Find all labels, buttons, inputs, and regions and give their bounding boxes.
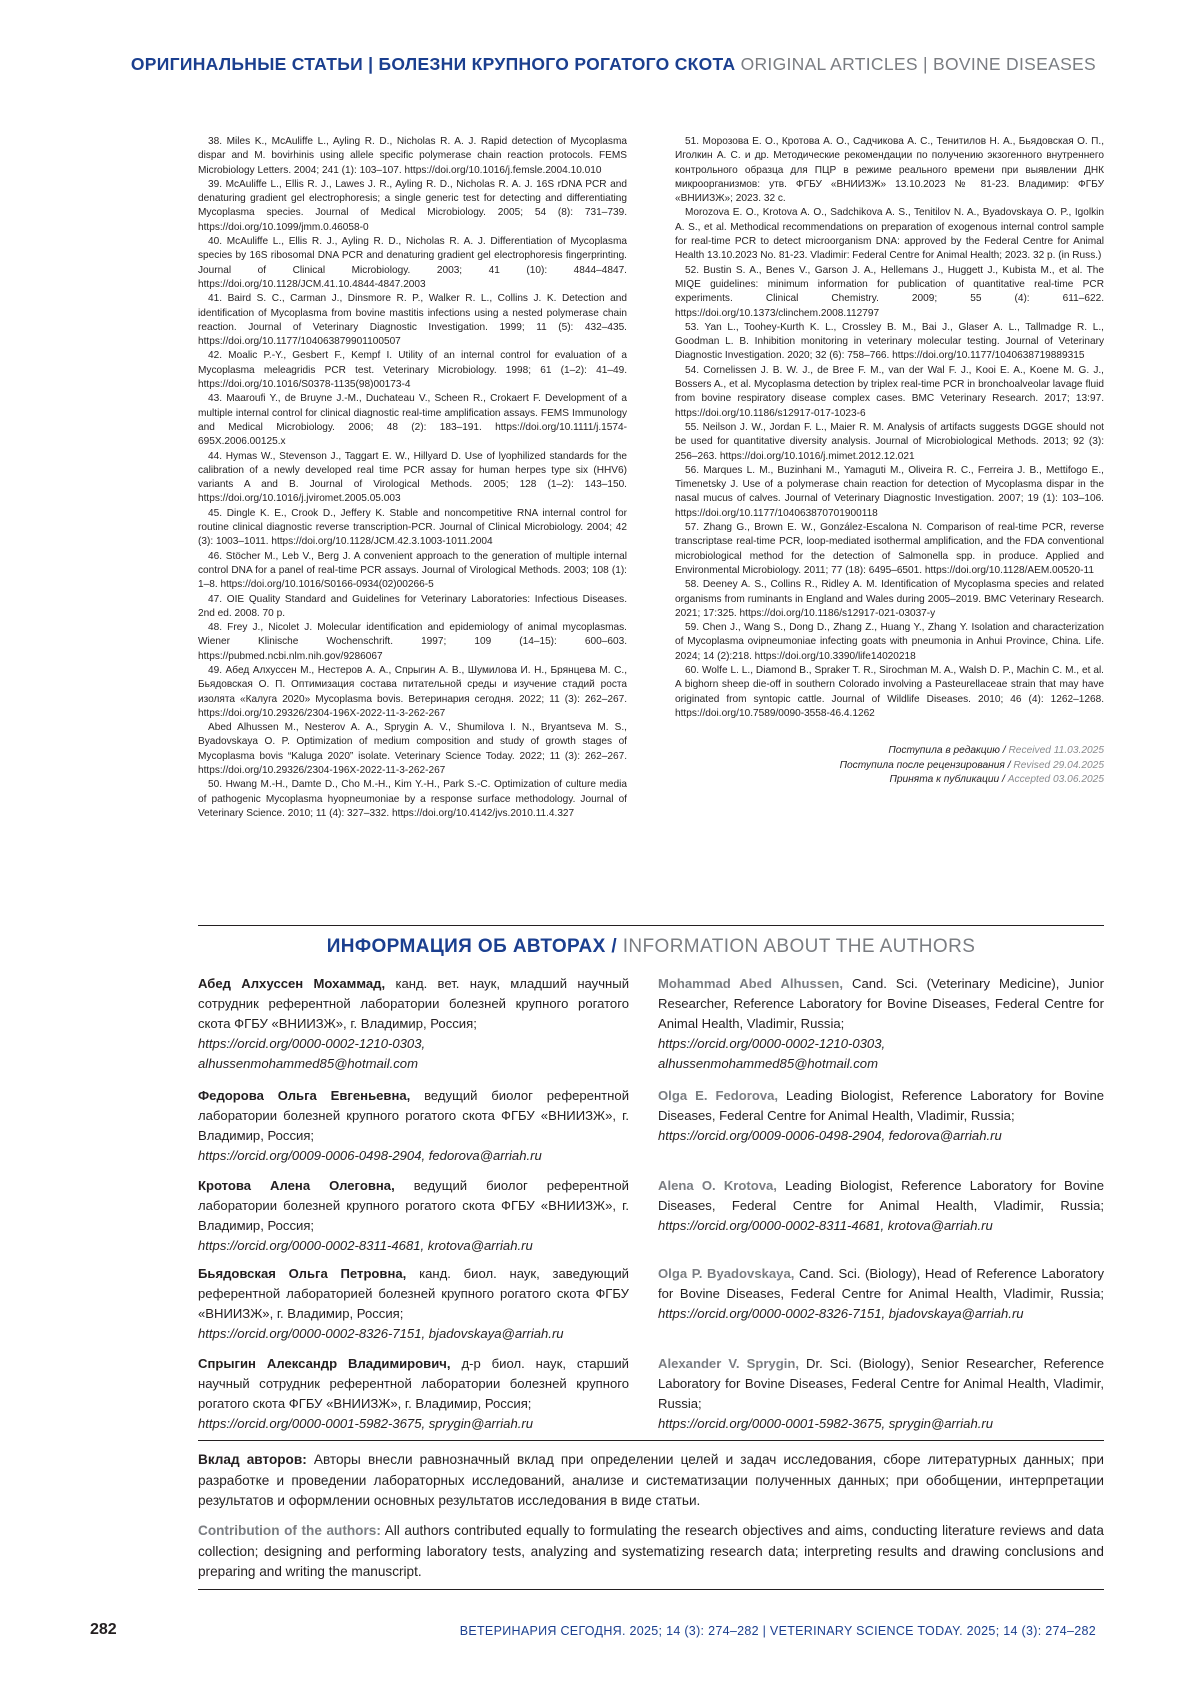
author-affiliation: ведущий биолог референтной лаборатории болезней крупного рогатого скота ФГБУ «ВНИИЗЖ», г. Владимир, Россия; (198, 1178, 629, 1233)
reference: 39. McAuliffe L., Ellis R. J., Lawes J. R., Ayling R. D., Nicholas R. A. J. 16S rDNA PCR and denaturing gradient gel electrophoresis; a single generic test for detecting and differentiating Mycoplasma species. Journal of Medical Microbiology. 2005; 54 (8): 731–739. https://doi.org/10.1099/jmm.0.46058-0 (198, 178, 627, 235)
author-affiliation: Cand. Sci. (Veterinary Medicine), Junior Researcher, Reference Laboratory for Bovine Diseases, Federal Centre for Animal Health, Vladimir, Russia; (658, 976, 1104, 1031)
contribution-label: Вклад авторов: (198, 1452, 307, 1467)
reference: 55. Neilson J. W., Jordan F. L., Maier R. M. Analysis of artifacts suggests DGGE should not be used for quantitative diversity analysis. Journal of Microbiological Methods. 2013; 92 (3): 256–263. https://doi.org/10.1016/j.mimet.2012.12.021 (675, 421, 1104, 464)
section-divider (198, 925, 1104, 926)
date-label-en: Received 11.03.2025 (1008, 745, 1104, 756)
reference: 51. Морозова Е. О., Кротова А. О., Садчикова А. С., Тенитилов Н. А., Бьядовская О. П., Иголкин А. С. и др. Методические рекомендации по получению экзогенного внутреннего контрольного образца для ПЦР в режиме реального времени при выявлении ДНК микроорганизмов: утв. ФГБУ «ВНИИЗЖ» 13.10.2023 № 81-23. Владимир: ФГБУ «ВНИИЗЖ»; 2023. 32 с. (675, 135, 1104, 206)
reference: 49. Абед Алхуссен М., Нестеров А. А., Спрыгин А. В., Шумилова И. Н., Брянцева М. С., Бьядовская О. П. Оптимизация состава питательной среды и изучение стадий роста изолята «Калуга 2020» Mycoplasma bovis. Ветеринария сегодня. 2022; 11 (3): 262–267. https://doi.org/10.29326/2304-196X-2022-11-3-262-267 (198, 664, 627, 721)
journal-footer: ВЕТЕРИНАРИЯ СЕГОДНЯ. 2025; 14 (3): 274–282 | VETERINARY SCIENCE TODAY. 2025; 14 (3): 274–282 (460, 1624, 1096, 1638)
authors-section-title: ИНФОРМАЦИЯ ОБ АВТОРАХ / INFORMATION ABOUT THE AUTHORS (198, 936, 1104, 958)
author-contacts[interactable]: https://orcid.org/0000-0002-1210-0303, alhussenmohammed85@hotmail.com (658, 1036, 885, 1071)
author-affiliation: ведущий биолог референтной лаборатории болезней крупного рогатого скота ФГБУ «ВНИИЗЖ», г. Владимир, Россия; (198, 1088, 629, 1143)
author-name: Абед Алхуссен Мохаммад, (198, 976, 385, 991)
author-name: Спрыгин Александр Владимирович, (198, 1356, 451, 1371)
contribution-ru (198, 1450, 1104, 1512)
contribution-text: Авторы внесли равнозначный вклад при определении целей и задач исследования, сборе литературных данных; при разработке и проведении лабораторных исследований, анализе и систематизации полученных данных; при обобщении, интерпретации результатов и оформлении основных результатов исследования в виде статьи. (198, 1452, 1104, 1508)
reference: 48. Frey J., Nicolet J. Molecular identification and epidemiology of animal mycoplasmas. Wiener Klinische Wochenschrift. 1997; 109 (14–15): 600–603. https://pubmed.ncbi.nlm.nih.gov/9286067 (198, 621, 627, 664)
reference: 47. OIE Quality Standard and Guidelines for Veterinary Laboratories: Infectious Diseases. 2nd ed. 2008. 70 p. (198, 593, 627, 622)
author-ru (198, 1354, 629, 1434)
author-affiliation: канд. вет. наук, младший научный сотрудник референтной лаборатории болезней крупного рогатого скота ФГБУ «ВНИИЗЖ», г. Владимир, Россия; (198, 976, 629, 1031)
date-revised: Поступила после рецензирования / Revised 29.04.2025 (675, 759, 1104, 774)
section-divider (198, 1440, 1104, 1441)
reference: 57. Zhang G., Brown E. W., González-Escalona N. Comparison of real-time PCR, reverse transcriptase real-time PCR, loop-mediated isothermal amplification, and the FDA conventional microbiological method for the detection of Salmonella spp. in produce. Applied and Environmental Microbiology. 2011; 77 (18): 6495–6501. https://doi.org/10.1128/AEM.00520-11 (675, 521, 1104, 578)
author-en (658, 974, 1104, 1074)
reference: Abed Alhussen M., Nesterov A. A., Sprygin A. V., Shumilova I. N., Bryantseva M. S., Byadovskaya O. P. Optimization of medium composition and study of growth stages of Mycoplasma bovis “Kaluga 2020” isolate. Veterinary Science Today. 2022; 11 (3): 262–267. https://doi.org/10.29326/2304-196X-2022-11-3-262-267 (198, 721, 627, 778)
reference: 58. Deeney A. S., Collins R., Ridley A. M. Identification of Mycoplasma species and related organisms from ruminants in England and Wales during 2005–2019. BMC Veterinary Research. 2021; 17:325. https://doi.org/10.1186/s12917-021-03037-y (675, 578, 1104, 621)
reference: 56. Marques L. M., Buzinhani M., Yamaguti M., Oliveira R. C., Ferreira J. B., Mettifogo E., Timenetsky J. Use of a polymerase chain reaction for detection of Mycoplasma dispar in the nasal mucus of calves. Journal of Veterinary Diagnostic Investigation. 2007; 19 (1): 103–106. https://doi.org/10.1177/104063870701900118 (675, 464, 1104, 521)
section-divider (198, 1589, 1104, 1590)
author-contacts[interactable]: https://orcid.org/0000-0002-8311-4681, krotova@arriah.ru (198, 1238, 533, 1253)
references-left-column (198, 135, 627, 821)
reference: Morozova E. O., Krotova A. O., Sadchikova A. S., Tenitilov N. A., Byadovskaya O. P., Igolkin A. S., et al. Methodical recommendations on preparation of exogenous internal control sample for real-time PCR to detect microorganism DNA: approved by the Federal Centre for Animal Health 13.10.2023 No. 81-23. Vladimir: Federal Centre for Animal Health; 2023. 32 p. (in Russ.) (675, 206, 1104, 263)
reference: 41. Baird S. C., Carman J., Dinsmore R. P., Walker R. L., Collins J. K. Detection and identification of Mycoplasma from bovine mastitis infections using a nested polymerase chain reaction. Journal of Veterinary Diagnostic Investigation. 1999; 11 (5): 432–435. https://doi.org/10.1177/104063879901100507 (198, 292, 627, 349)
authors-title-en: INFORMATION ABOUT THE AUTHORS (623, 936, 976, 957)
author-contacts[interactable]: https://orcid.org/0009-0006-0498-2904, fedorova@arriah.ru (198, 1148, 542, 1163)
reference: 44. Hymas W., Stevenson J., Taggart E. W., Hillyard D. Use of lyophilized standards for the calibration of a newly developed real time PCR assay for human herpes type six (HHV6) variants A and B. Journal of Virological Methods. 2005; 128 (1–2): 143–150. https://doi.org/10.1016/j.jviromet.2005.05.003 (198, 450, 627, 507)
author-contacts[interactable]: https://orcid.org/0000-0002-8311-4681, krotova@arriah.ru (658, 1218, 993, 1233)
article-dates (675, 744, 1104, 788)
header-ru: ОРИГИНАЛЬНЫЕ СТАТЬИ | БОЛЕЗНИ КРУПНОГО РОГАТОГО СКОТА (131, 54, 736, 74)
author-ru (198, 1264, 629, 1344)
author-name: Olga E. Fedorova, (658, 1088, 778, 1103)
author-en (658, 1354, 1104, 1434)
references (198, 135, 1104, 821)
date-label-ru: Поступила после рецензирования (840, 760, 1005, 771)
author-en (658, 1264, 1104, 1324)
author-affiliation: Dr. Sci. (Biology), Senior Researcher, Reference Laboratory for Bovine Diseases, Federal Centre for Animal Health, Vladimir, Russia; (658, 1356, 1104, 1411)
date-label-en: Revised 29.04.2025 (1013, 760, 1104, 771)
author-contacts[interactable]: https://orcid.org/0000-0001-5982-3675, sprygin@arriah.ru (198, 1416, 533, 1431)
author-contacts[interactable]: https://orcid.org/0000-0001-5982-3675, sprygin@arriah.ru (658, 1416, 993, 1431)
reference: 54. Cornelissen J. B. W. J., de Bree F. M., van der Wal F. J., Kooi E. A., Koene M. G. J., Bossers A., et al. Mycoplasma detection by triplex real-time PCR in bronchoalveolar lavage fluid from bovine respiratory disease complex cases. BMC Veterinary Research. 2017; 13:97. https://doi.org/10.1186/s12917-017-1023-6 (675, 364, 1104, 421)
author-ru (198, 1176, 629, 1256)
author-contacts[interactable]: https://orcid.org/0000-0002-8326-7151, bjadovskaya@arriah.ru (198, 1326, 564, 1341)
reference: 60. Wolfe L. L., Diamond B., Spraker T. R., Sirochman M. A., Walsh D. P., Machin C. M., et al. A bighorn sheep die-off in southern Colorado involving a Pasteurellaceae strain that may have originated from syntopic cattle. Journal of Wildlife Diseases. 2010; 46 (4): 1262–1268. https://doi.org/10.7589/0090-3558-46.4.1262 (675, 664, 1104, 721)
author-en (658, 1176, 1104, 1236)
author-affiliation: Cand. Sci. (Biology), Head of Reference Laboratory for Bovine Diseases, Federal Centre for Animal Health, Vladimir, Russia; (658, 1266, 1104, 1301)
author-contacts[interactable]: https://orcid.org/0000-0002-1210-0303, alhussenmohammed85@hotmail.com (198, 1036, 425, 1071)
reference: 40. McAuliffe L., Ellis R. J., Ayling R. D., Nicholas R. A. J. Differentiation of Mycoplasma species by 16S ribosomal DNA PCR and denaturing gradient gel electrophoresis fingerprinting. Journal of Clinical Microbiology. 2003; 41 (10): 4844–4847. https://doi.org/10.1128/JCM.41.10.4844-4847.2003 (198, 235, 627, 292)
reference: 42. Moalic P.-Y., Gesbert F., Kempf I. Utility of an internal control for evaluation of a Mycoplasma meleagridis PCR test. Veterinary Microbiology. 1998; 61 (1–2): 41–49. https://doi.org/10.1016/S0378-1135(98)00173-4 (198, 349, 627, 392)
author-en (658, 1086, 1104, 1146)
date-label-ru: Поступила в редакцию (888, 745, 1000, 756)
author-name: Alena O. Krotova, (658, 1178, 777, 1193)
date-label-ru: Принята к публикации (889, 774, 999, 785)
author-affiliation: Leading Biologist, Reference Laboratory for Bovine Diseases, Federal Centre for Animal Health, Vladimir, Russia; (658, 1088, 1104, 1123)
reference: 43. Maaroufi Y., de Bruyne J.-M., Duchateau V., Scheen R., Crokaert F. Development of a multiple internal control for clinical diagnostic real-time amplification assays. FEMS Immunology and Medical Microbiology. 2006; 48 (2): 183–191. https://doi.org/10.1111/j.1574-695X.2006.00125.x (198, 392, 627, 449)
author-name: Бьядовская Ольга Петровна, (198, 1266, 406, 1281)
author-name: Mohammad Abed Alhussen, (658, 976, 843, 991)
date-received: Поступила в редакцию / Received 11.03.2025 (675, 744, 1104, 759)
reference: 52. Bustin S. A., Benes V., Garson J. A., Hellemans J., Huggett J., Kubista M., et al. The MIQE guidelines: minimum information for publication of quantitative real-time PCR experiments. Clinical Chemistry. 2009; 55 (4): 611–622. https://doi.org/10.1373/clinchem.2008.112797 (675, 264, 1104, 321)
author-ru (198, 974, 629, 1074)
reference: 59. Chen J., Wang S., Dong D., Zhang Z., Huang Y., Zhang Y. Isolation and characterization of Mycoplasma ovipneumoniae infecting goats with pneumonia in Anhui Province, China. Life. 2024; 14 (2):218. https://doi.org/10.3390/life14020218 (675, 621, 1104, 664)
author-contacts[interactable]: https://orcid.org/0009-0006-0498-2904, fedorova@arriah.ru (658, 1128, 1002, 1143)
references-right-column (675, 135, 1104, 821)
reference: 38. Miles K., McAuliffe L., Ayling R. D., Nicholas R. A. J. Rapid detection of Mycoplasma dispar and M. bovirhinis using allele specific polymerase chain reaction protocols. FEMS Microbiology Letters. 2004; 241 (1): 103–107. https://doi.org/10.1016/j.femsle.2004.10.010 (198, 135, 627, 178)
header-en: ORIGINAL ARTICLES | BOVINE DISEASES (741, 54, 1096, 74)
author-name: Федорова Ольга Евгеньевна, (198, 1088, 410, 1103)
contribution-text: All authors contributed equally to formulating the research objectives and aims, conducting literature reviews and data collection; designing and performing laboratory tests, analyzing and systematizing research data; interpreting results and drawing conclusions and preparing and writing the manuscript. (198, 1523, 1104, 1579)
date-accepted: Принята к публикации / Accepted 03.06.2025 (675, 773, 1104, 788)
reference: 50. Hwang M.-H., Damte D., Cho M.-H., Kim Y.-H., Park S.-C. Optimization of culture media of pathogenic Mycoplasma hyopneumoniae by a response surface methodology. Journal of Veterinary Science. 2010; 11 (4): 327–332. https://doi.org/10.4142/jvs.2010.11.4.327 (198, 778, 627, 821)
author-name: Alexander V. Sprygin, (658, 1356, 799, 1371)
author-ru (198, 1086, 629, 1166)
author-contacts[interactable]: https://orcid.org/0000-0002-8326-7151, bjadovskaya@arriah.ru (658, 1306, 1024, 1321)
contribution-label: Contribution of the authors: (198, 1523, 381, 1538)
reference: 53. Yan L., Toohey-Kurth K. L., Crossley B. M., Bai J., Glaser A. L., Tallmadge R. L., Goodman L. B. Inhibition monitoring in veterinary molecular testing. Journal of Veterinary Diagnostic Investigation. 2020; 32 (6): 758–766. https://doi.org/10.1177/1040638719889315 (675, 321, 1104, 364)
date-label-en: Accepted 03.06.2025 (1008, 774, 1104, 785)
author-affiliation: Leading Biologist, Reference Laboratory for Bovine Diseases, Federal Centre for Animal Health, Vladimir, Russia; (658, 1178, 1104, 1213)
reference: 45. Dingle K. E., Crook D., Jeffery K. Stable and noncompetitive RNA internal control for routine clinical diagnostic reverse transcription-PCR. Journal of Clinical Microbiology. 2004; 42 (3): 1003–1011. https://doi.org/10.1128/JCM.42.3.1003-1011.2004 (198, 507, 627, 550)
author-name: Olga P. Byadovskaya, (658, 1266, 794, 1281)
author-name: Кротова Алена Олеговна, (198, 1178, 395, 1193)
authors-title-ru: ИНФОРМАЦИЯ ОБ АВТОРАХ (327, 936, 606, 957)
reference: 46. Stöcher M., Leb V., Berg J. A convenient approach to the generation of multiple internal control DNA for a panel of real-time PCR assays. Journal of Virological Methods. 2003; 108 (1): 1–8. https://doi.org/10.1016/S0166-0934(02)00266-5 (198, 550, 627, 593)
author-affiliation: д-р биол. наук, старший научный сотрудник референтной лаборатории болезней крупного рогатого скота ФГБУ «ВНИИЗЖ», г. Владимир, Россия; (198, 1356, 629, 1411)
contribution-en (198, 1521, 1104, 1583)
running-header (131, 54, 1096, 75)
author-affiliation: канд. биол. наук, заведующий референтной лабораторией болезней крупного рогатого скота ФГБУ «ВНИИЗЖ», г. Владимир, Россия; (198, 1266, 629, 1321)
page-number: 282 (90, 1621, 117, 1639)
